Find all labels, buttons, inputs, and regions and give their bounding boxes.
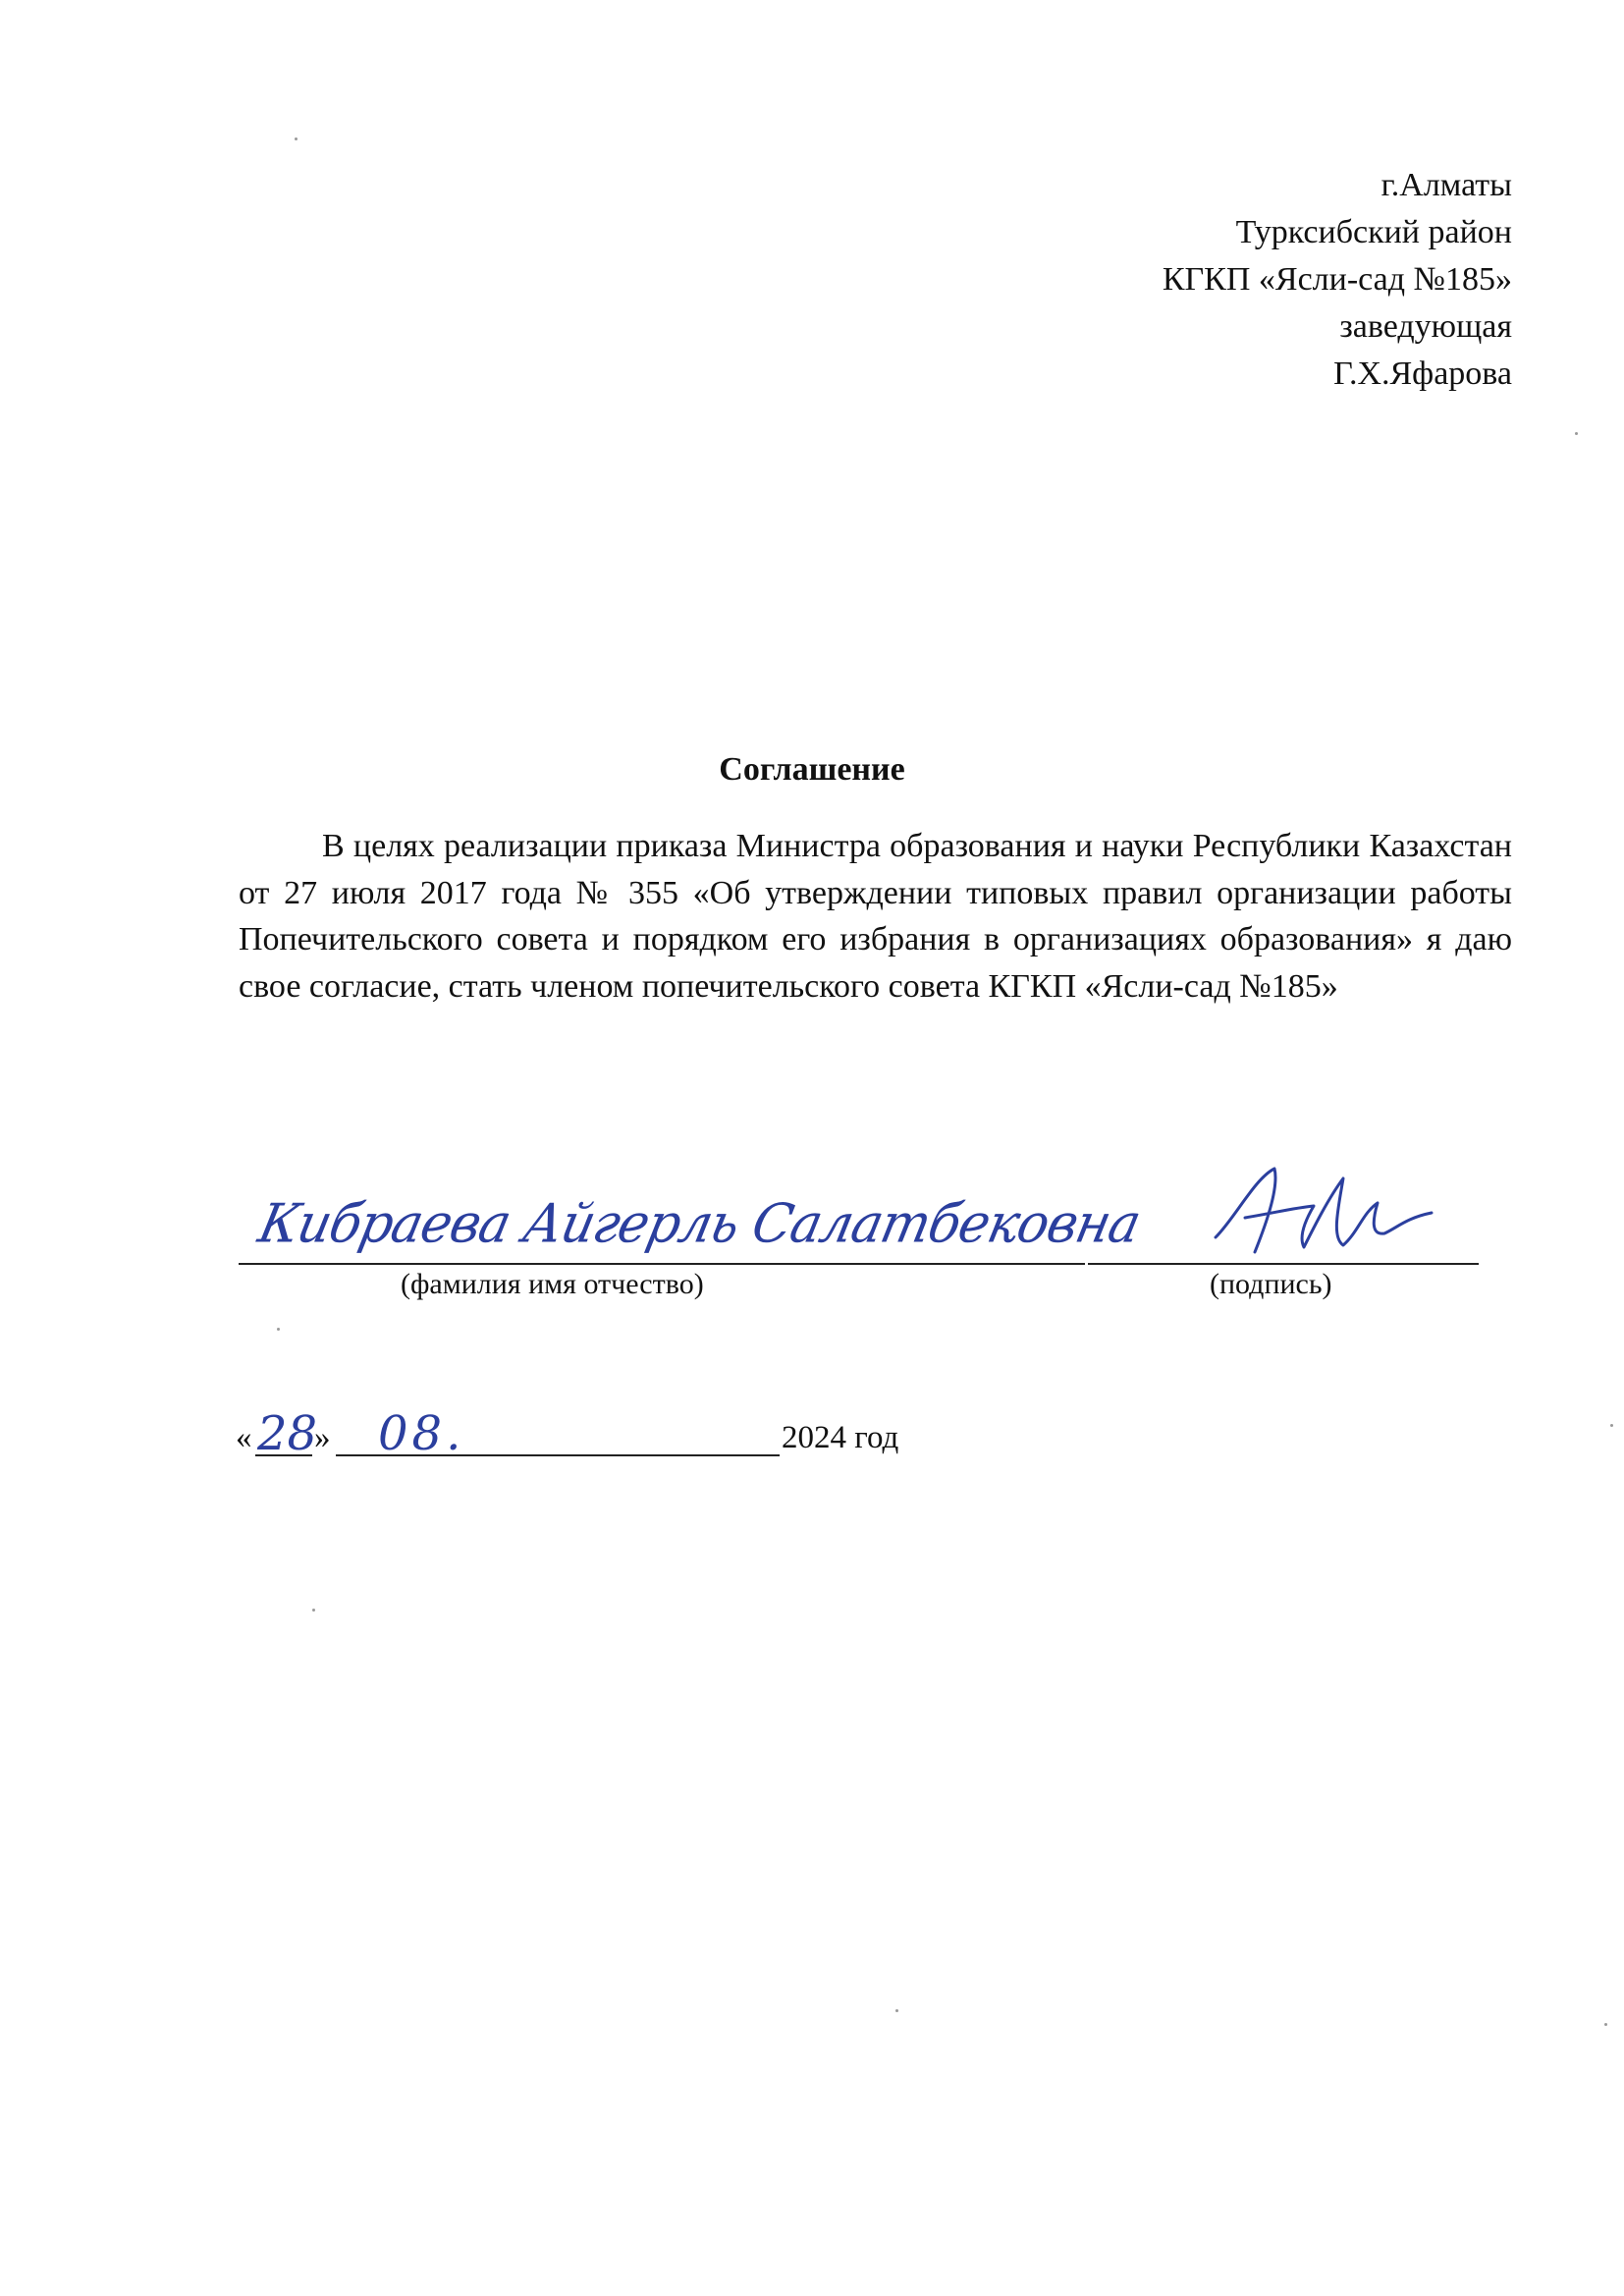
signature-underline [1088,1263,1479,1265]
scan-speck [895,2009,898,2012]
addressee-position: заведующая [1339,308,1512,345]
date-row [236,1406,899,1471]
document-title: Соглашение [719,751,905,788]
scan-speck [295,137,298,140]
addressee-city: г.Алматы [1380,167,1512,203]
handwritten-month: 08. [378,1406,465,1461]
addressee-district: Турксибский район [1235,214,1512,250]
scan-speck [1610,1424,1613,1427]
name-underline [239,1263,1085,1265]
signature-icon [1206,1159,1441,1267]
signature-caption: (подпись) [1210,1268,1332,1300]
addressee-name: Г.Х.Яфарова [1333,355,1512,392]
addressee-organization: КГКП «Ясли-сад №185» [1162,261,1512,298]
handwritten-day: 28 [257,1406,318,1461]
scan-speck [1575,432,1578,435]
date-quote-close: » [314,1420,331,1455]
agreement-body: В целях реализации приказа Министра образования и науки Республики Казахстан от 27 июля 2017 года № 355 «Об утверждении типовых правил организации работы Попечительского совета и порядком его избрания в организациях образования» я даю свое согласие, стать членом попечительского совета КГКП «Ясли-сад №185» [239,828,1512,1005]
date-quote-open: « [236,1420,252,1455]
scan-speck [312,1609,315,1612]
scan-speck [1604,2023,1607,2026]
addressee-block [1163,162,1512,398]
date-year: 2024 год [782,1420,899,1455]
handwritten-full-name: Кибраева Айгерль Салатбековна [253,1193,1146,1255]
scan-speck [277,1328,280,1331]
name-caption: (фамилия имя отчество) [401,1268,704,1300]
